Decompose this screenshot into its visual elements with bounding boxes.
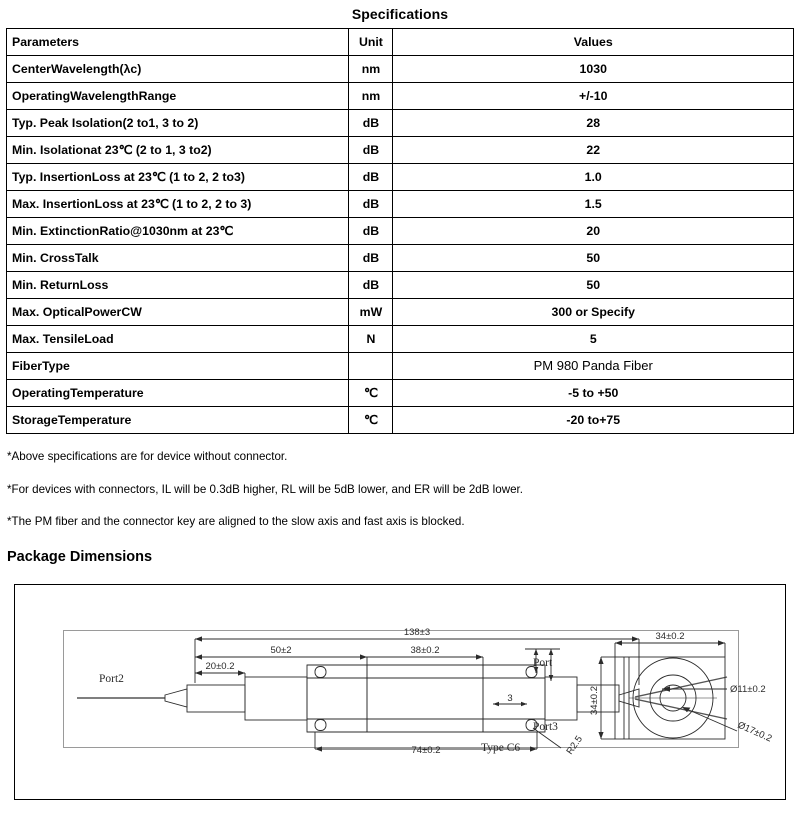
dim-len-20: 20±0.2 [205,661,235,672]
param-label: Min. ExtinctionRatio@1030nm at 23℃ [7,218,349,245]
param-unit: ℃ [349,407,393,434]
param-unit: dB [349,164,393,191]
specifications-table-body [7,29,794,434]
param-value: 1.0 [393,164,794,191]
table-row [7,164,794,191]
dim-endview-width: 34±0.2 [655,631,685,642]
table-row [7,299,794,326]
table-row [7,245,794,272]
param-unit: dB [349,137,393,164]
param-value: 5 [393,326,794,353]
param-value: +/-10 [393,83,794,110]
header-unit: Unit [349,29,393,56]
param-value: PM 980 Panda Fiber [393,353,794,380]
param-value: -5 to +50 [393,380,794,407]
table-row [7,137,794,164]
package-drawing-frame [14,584,786,800]
specifications-table [6,28,794,434]
param-unit: dB [349,245,393,272]
table-row [7,110,794,137]
param-value: 50 [393,272,794,299]
param-label: CenterWavelength(λc) [7,56,349,83]
table-row [7,353,794,380]
param-unit: dB [349,272,393,299]
dim-len-38: 38±0.2 [410,645,440,656]
param-unit: dB [349,110,393,137]
label-type: Type C6 [481,742,521,754]
param-label: Max. InsertionLoss at 23℃ (1 to 2, 2 to 3) [7,191,349,218]
param-value: 22 [393,137,794,164]
param-unit: mW [349,299,393,326]
footnote: *For devices with connectors, IL will be 0.3dB higher, RL will be 5dB lower, and ER will be 2dB lower. [7,482,523,496]
footnotes [7,451,800,528]
param-label: OperatingWavelengthRange [7,83,349,110]
dim-diameter-outer: Ø17±0.2 [735,719,774,745]
param-unit: N [349,326,393,353]
param-label: Max. OpticalPowerCW [7,299,349,326]
dim-len-50: 50±2 [270,645,292,656]
param-value: 50 [393,245,794,272]
specifications-title: Specifications [351,6,449,22]
table-row [7,83,794,110]
param-label: Max. TensileLoad [7,326,349,353]
footnote: *The PM fiber and the connector key are aligned to the slow axis and fast axis is blocked. [7,515,465,529]
param-unit: nm [349,83,393,110]
table-row [7,56,794,83]
param-value: 1.5 [393,191,794,218]
footnote: *Above specifications are for device without connector. [7,450,288,463]
param-value: 1030 [393,56,794,83]
label-port2: Port2 [99,673,124,685]
package-dimensions-title: Package Dimensions [7,548,153,565]
param-label: StorageTemperature [7,407,349,434]
param-value: 20 [393,218,794,245]
table-row [7,407,794,434]
dim-endview-height: 34±0.2 [589,686,600,715]
table-header-row [7,29,794,56]
param-value: 28 [393,110,794,137]
table-row [7,218,794,245]
param-unit: nm [349,56,393,83]
param-unit: ℃ [349,380,393,407]
dim-radius: R2.5 [564,733,585,757]
dim-overall-length: 138±3 [403,627,431,638]
header-values: Values [393,29,794,56]
label-port3: Port3 [533,721,558,733]
param-value: -20 to+75 [393,407,794,434]
param-label: Min. CrossTalk [7,245,349,272]
param-label: FiberType [7,353,349,380]
param-unit: dB [349,218,393,245]
dim-diameter-inner: Ø11±0.2 [730,684,766,695]
table-row [7,191,794,218]
header-parameters: Parameters [7,29,349,56]
table-row [7,380,794,407]
param-label: Min. Isolationat 23℃ (2 to 1, 3 to2) [7,137,349,164]
param-label: OperatingTemperature [7,380,349,407]
dim-len-74: 74±0.2 [411,745,441,756]
param-label: Typ. InsertionLoss at 23℃ (1 to 2, 2 to3) [7,164,349,191]
param-unit: dB [349,191,393,218]
param-label: Min. ReturnLoss [7,272,349,299]
package-drawing [15,585,787,801]
label-port1: Port [533,657,553,669]
dim-slot-gap: 3 [507,693,513,704]
table-row [7,326,794,353]
param-value: 300 or Specify [393,299,794,326]
table-row [7,272,794,299]
param-label: Typ. Peak Isolation(2 to1, 3 to 2) [7,110,349,137]
param-unit [349,353,393,380]
